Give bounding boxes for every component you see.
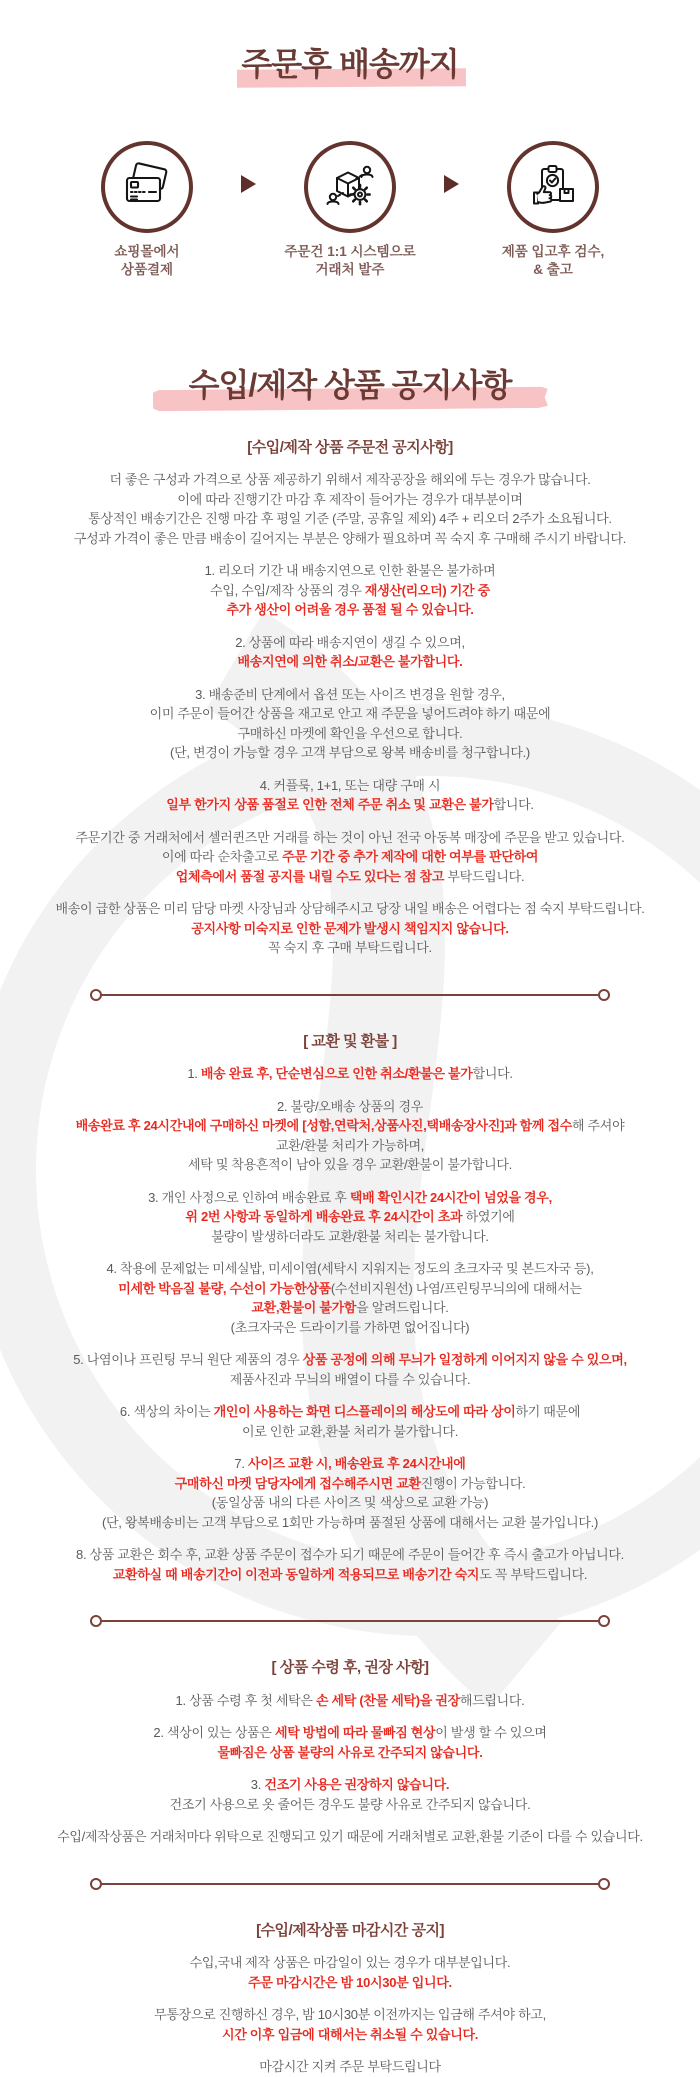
process-title: [241, 46, 458, 83]
step-label-line: 상품결제: [120, 261, 174, 277]
notice-text: 구성과 가격이 좋은 만큼 배송이 길어지는 부분은 양해가 필요하며 꼭 숙지 후 구매해 주시기 바랍니다.: [73, 530, 627, 546]
notice-text: 도 꼭 부탁드립니다.: [479, 1566, 588, 1582]
notice-text: 더 좋은 구성과 가격으로 상품 제공하기 위해서 제작공장을 해외에 두는 경우가 많습니다.: [109, 472, 591, 488]
notice-paragraph: [18, 1259, 682, 1337]
section-divider: [90, 1615, 610, 1627]
notice-text: 해드립니다.: [459, 1692, 525, 1708]
notice-paragraph: [18, 1188, 682, 1247]
divider-line: [102, 994, 598, 996]
notice-text: 을 알려드립니다.: [356, 1300, 449, 1316]
notice-text: 이로 인한 교환,환불 처리가 불가합니다.: [242, 1423, 458, 1439]
divider-endpoint-dot: [90, 989, 102, 1001]
notice-text: (동일상품 내의 다른 사이즈 및 색상으로 교환 가능): [211, 1495, 489, 1511]
notice-text-emphasis: 교환하실 때 배송기간이 이전과 동일하게 적용되므로 배송기간 숙지: [112, 1566, 480, 1582]
notice-text-emphasis: 택배 확인시간 24시간이 넘었을 경우,: [349, 1189, 552, 1205]
notice-text: 5. 나염이나 프린팅 무늬 원단 제품의 경우: [73, 1352, 303, 1368]
notice-text-emphasis: 일부 한가지 상품 품절로 인한 전체 주문 취소 및 교환은 불가: [166, 797, 494, 813]
notice-text-emphasis: 추가 생산이 어려울 경우 품절 될 수 있습니다.: [226, 602, 474, 618]
step-label-line: & 출고: [533, 261, 573, 277]
notice-paragraph: [18, 470, 682, 548]
notice-text: 제품사진과 무늬의 배열이 다를 수 있습니다.: [229, 1371, 471, 1387]
notice-text: 꼭 숙지 후 구매 부탁드립니다.: [268, 940, 432, 956]
notice-text: 불량이 발생하더라도 교환/환불 처리는 불가합니다.: [211, 1228, 489, 1244]
notice-text-emphasis: 배송 완료 후, 단순변심으로 인한 취소/환불은 불가: [200, 1066, 473, 1082]
process-title-row: [0, 46, 700, 83]
section-header: [ 교환 및 환불 ]: [303, 1032, 397, 1050]
step-circle: [101, 141, 193, 233]
notice-paragraph: [18, 776, 682, 815]
notice-text: 건조기 사용으로 옷 줄어든 경우도 불량 사유로 간주되지 않습니다.: [169, 1796, 531, 1812]
step-label-line: 거래처 발주: [315, 261, 385, 277]
notice-text-emphasis: 상품 공정에 의해 무늬가 일정하게 이어지지 않을 수 있으며,: [302, 1352, 627, 1368]
notice-text-emphasis: 교환,환불이 불가함: [251, 1300, 357, 1316]
notice-paragraph: [18, 633, 682, 672]
notice-paragraph: [18, 1097, 682, 1175]
notice-text-emphasis: 손 세탁 (찬물 세탁)을 권장: [315, 1692, 460, 1708]
notice-blocks: [18, 438, 682, 2077]
step-label-line: 쇼핑몰에서: [114, 243, 180, 259]
step-circle: [304, 141, 396, 233]
notice-text: 2. 색상이 있는 상품은: [153, 1725, 275, 1741]
notice-title-row: [0, 367, 700, 404]
notice-text: 하기 때문에: [515, 1404, 581, 1420]
notice-text: 해 주셔야: [571, 1118, 625, 1134]
notice-paragraph: [18, 1064, 682, 1084]
notice-paragraph: [18, 1545, 682, 1584]
notice-text: (단, 왕복배송비는 고객 부담으로 1회만 가능하며 품절된 상품에 대해서는 교환 불가입니다.): [101, 1514, 599, 1530]
notice-text-emphasis: 업체측에서 품절 공지를 내릴 수도 있다는 점 참고: [175, 868, 445, 884]
notice-paragraph: [18, 1953, 682, 1992]
section-divider: [90, 989, 610, 1001]
divider-endpoint-dot: [90, 1615, 102, 1627]
notice-text: 2. 상품에 따라 배송지연이 생길 수 있으며,: [235, 634, 465, 650]
notice-text: 수입,국내 제작 상품은 마감일이 있는 경우가 대부분입니다.: [189, 1955, 511, 1971]
notice-paragraph: [18, 1691, 682, 1711]
notice-text: 이에 따라 순차출고로: [161, 849, 283, 865]
notice-text: 무통장으로 진행하신 경우, 밤 10시30분 이전까지는 입금해 주셔야 하고,: [154, 2007, 546, 2023]
notice-paragraph: [18, 1402, 682, 1441]
arrow-right-icon: [241, 175, 256, 193]
notice-paragraph: [18, 561, 682, 620]
process-title-text: 주문후 배송까지: [241, 46, 459, 82]
divider-endpoint-dot: [598, 1615, 610, 1627]
notice-paragraph: [18, 2005, 682, 2044]
step-inspection: [459, 141, 647, 279]
notice-paragraph: [18, 1454, 682, 1532]
notice-text: 주문기간 중 거래처에서 셀러퀸즈만 거래를 하는 것이 아닌 전국 아동복 매장에 주문을 받고 있습니다.: [75, 829, 625, 845]
notice-text-emphasis: 주문 마감시간은 밤 10시30분 입니다.: [248, 1974, 452, 1990]
notice-text: 1. 리오더 기간 내 배송지연으로 인한 환불은 불가하며: [204, 563, 496, 579]
notice-text: (수선비지원선) 나염/프린팅무늬의에 대해서는: [330, 1280, 582, 1296]
notice-text-emphasis: 세탁 방법에 따라 물빠짐 현상: [274, 1725, 436, 1741]
notice-text: 수입, 수입/제작 상품의 경우: [210, 582, 365, 598]
step-order-system: [256, 141, 444, 279]
section-header: [수입/제작상품 마감시간 공지]: [256, 1921, 444, 1939]
notice-text: 1.: [187, 1066, 201, 1082]
notice-text: 배송이 급한 상품은 미리 담당 마켓 사장님과 상담해주시고 당장 내일 배송은 어렵다는 점 숙지 부탁드립니다.: [55, 901, 645, 917]
section-header: [수입/제작 상품 주문전 공지사항]: [247, 438, 453, 456]
notice-paragraph: [18, 685, 682, 763]
notice-text: 이미 주문이 들어간 상품을 재고로 안고 재 주문을 넣어드려야 하기 때문에: [149, 706, 551, 722]
notice-text: 2. 불량/오배송 상품의 경우: [276, 1098, 424, 1114]
notice-text-emphasis: 미세한 박음질 불량, 수선이 가능한상품: [118, 1280, 331, 1296]
notice-text-emphasis: 배송완료 후 24시간내에 구매하신 마켓에 [성함,연락처,상품사진,택배송장사진]과 함께 접수: [75, 1118, 572, 1134]
notice-text: 하였기에: [462, 1209, 515, 1225]
step-label: [256, 243, 444, 279]
notice-text: 이 발생 할 수 있으며: [435, 1725, 547, 1741]
process-steps: [0, 141, 700, 279]
notice-text: 합니다.: [493, 797, 534, 813]
step-label-line: 제품 입고후 검수,: [501, 243, 605, 259]
notice-paragraph: [18, 1775, 682, 1814]
notice-text-emphasis: 재생산(리오더) 기간 중: [364, 582, 490, 598]
credit-card-icon: [121, 161, 173, 213]
notice-text: 부탁드립니다.: [444, 868, 525, 884]
inspection-shipping-icon: [527, 161, 579, 213]
notice-text-emphasis: 건조기 사용은 권장하지 않습니다.: [264, 1777, 450, 1793]
notice-text-emphasis: 개인이 사용하는 화면 디스플레이의 해상도에 따라 상이: [213, 1404, 516, 1420]
notice-text: 교환/환불 처리가 가능하며,: [275, 1137, 425, 1153]
notice-paragraph: [18, 1723, 682, 1762]
notice-text: (초크자국은 드라이기를 가하면 없어집니다): [230, 1319, 470, 1335]
notice-text: 이에 따라 진행기간 마감 후 제작이 들어가는 경우가 대부분이며: [177, 491, 523, 507]
notice-text: (단, 변경이 가능할 경우 고객 부담으로 왕복 배송비를 청구합니다.): [170, 745, 530, 761]
notice-text: 합니다.: [472, 1066, 513, 1082]
notice-text: 마감시간 지켜 주문 부탁드립니다: [259, 2059, 441, 2075]
arrow-right-icon: [444, 175, 459, 193]
notice-text-emphasis: 시간 이후 입금에 대해서는 취소될 수 있습니다.: [221, 2026, 479, 2042]
divider-endpoint-dot: [90, 1878, 102, 1890]
notice-text-emphasis: 사이즈 교환 시, 배송완료 후 24시간내에: [247, 1456, 466, 1472]
notice-text-emphasis: 구매하신 마켓 담당자에게 접수해주시면 교환: [174, 1475, 421, 1491]
notice-text-emphasis: 물빠짐은 상품 불량의 사유로 간주되지 않습니다.: [217, 1744, 483, 1760]
divider-endpoint-dot: [598, 989, 610, 1001]
notice-paragraph: [18, 1827, 682, 1847]
step-label: [459, 243, 647, 279]
step-payment: [53, 141, 241, 279]
step-circle: [507, 141, 599, 233]
notice-paragraph: [18, 828, 682, 887]
notice-text-emphasis: 주문 기간 중 추가 제작에 대한 여부를 판단하여: [282, 849, 539, 865]
notice-text: 수입/제작상품은 거래처마다 위탁으로 진행되고 있기 때문에 거래처별로 교환,환불 기준이 다를 수 있습니다.: [57, 1829, 643, 1845]
step-label-line: 주문건 1:1 시스템으로: [284, 243, 416, 259]
notice-text: 3. 배송준비 단계에서 옵션 또는 사이즈 변경을 원할 경우,: [195, 686, 505, 702]
section-divider: [90, 1878, 610, 1890]
notice-text: 7.: [234, 1456, 248, 1472]
notice-text-emphasis: 공지사항 미숙지로 인한 문제가 발생시 책임지지 않습니다.: [191, 920, 509, 936]
notice-text: 8. 상품 교환은 회수 후, 교환 상품 주문이 접수가 되기 때문에 주문이 들어간 후 즉시 출고가 아닙니다.: [76, 1547, 624, 1563]
notice-text: 4. 커플룩, 1+1, 또는 대량 구매 시: [259, 777, 441, 793]
notice-text: 세탁 및 착용흔적이 남아 있을 경우 교환/환불이 불가합니다.: [188, 1157, 512, 1173]
section-header: [ 상품 수령 후, 권장 사항]: [271, 1659, 429, 1677]
notice-text-emphasis: 위 2번 사항과 동일하게 배송완료 후 24시간이 초과: [185, 1209, 463, 1225]
notice-text: 3.: [250, 1777, 265, 1793]
notice-text-emphasis: 배송지연에 의한 취소/교환은 불가합니다.: [237, 654, 463, 670]
notice-text: 진행이 가능합니다.: [420, 1475, 526, 1491]
notice-title: [189, 367, 512, 404]
divider-line: [102, 1883, 598, 1885]
notice-text: 4. 착용에 문제없는 미세실밥, 미세이염(세탁시 지워지는 정도의 초크자국 및 본드자국 등),: [106, 1261, 594, 1277]
notice-text: 3. 개인 사정으로 인하여 배송완료 후: [148, 1189, 350, 1205]
divider-endpoint-dot: [598, 1878, 610, 1890]
notice-paragraph: [18, 1350, 682, 1389]
notice-paragraph: [18, 2057, 682, 2077]
notice-text: 구매하신 마켓에 확인을 우선으로 합니다.: [237, 725, 463, 741]
notice-title-text: 수입/제작 상품 공지사항: [188, 366, 512, 403]
notice-text: 6. 색상의 차이는: [119, 1404, 214, 1420]
divider-line: [102, 1620, 598, 1622]
notice-text: 통상적인 배송기간은 진행 마감 후 평일 기준 (주말, 공휴일 제외) 4주 + 리오더 2주가 소요됩니다.: [88, 511, 612, 527]
notice-text: 1. 상품 수령 후 첫 세탁은: [175, 1692, 316, 1708]
notice-paragraph: [18, 899, 682, 958]
step-label: [53, 243, 241, 279]
order-system-icon: [324, 161, 376, 213]
